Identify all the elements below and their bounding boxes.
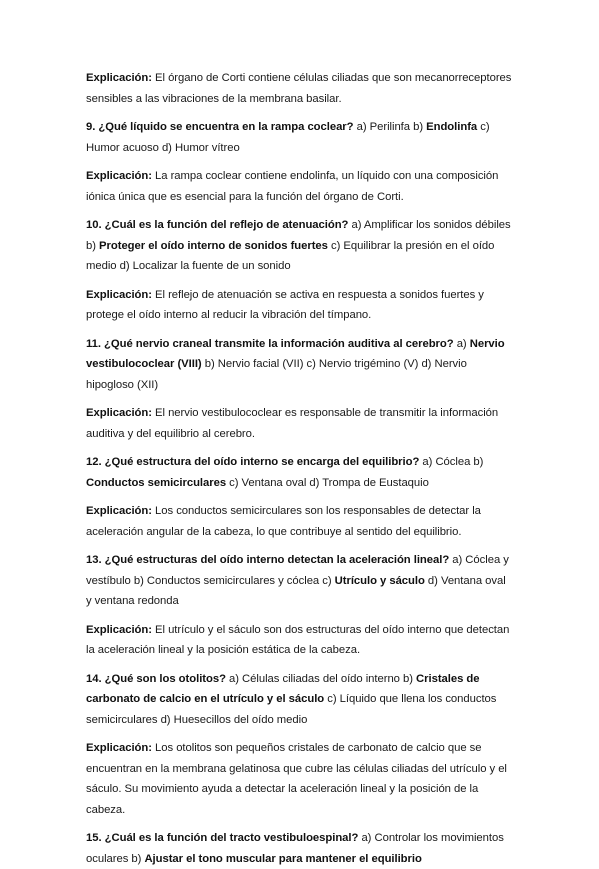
explanation-paragraph: [86, 501, 513, 542]
question-text: 12. ¿Qué estructura del oído interno se encarga del equilibrio?: [86, 456, 420, 468]
question-paragraph: [86, 117, 513, 158]
correct-answer: Proteger el oído interno de sonidos fuertes: [99, 239, 328, 252]
explanation-paragraph: [86, 68, 513, 109]
answer-options: a): [453, 337, 470, 350]
question-text: 9. ¿Qué líquido se encuentra en la rampa coclear?: [86, 121, 354, 133]
answer-options: c) Equilibrar la presión en el oído medio d) Localizar la fuente de un sonido: [86, 239, 495, 272]
explanation-text: El órgano de Corti contiene células ciliadas que son mecanorreceptores sensibles a las vibraciones de la membrana basilar.: [86, 72, 512, 105]
explanation-paragraph: [86, 620, 513, 661]
question-paragraph: [86, 669, 513, 731]
explanation-label: Explicación:: [86, 288, 152, 301]
explanation-label: Explicación:: [86, 505, 152, 517]
correct-answer: Endolinfa: [426, 121, 478, 133]
answer-options: a) Controlar los movimientos oculares b): [86, 832, 504, 865]
explanation-text: Los conductos semicirculares son los responsables de detectar la aceleración angular de la cabeza, lo que contribuye al sentido del equilibrio.: [86, 505, 481, 538]
explanation-text: El utrículo y el sáculo son dos estructuras del oído interno que detectan la aceleración lineal y la posición estática de la cabeza.: [86, 623, 510, 656]
explanation-paragraph: [86, 738, 513, 820]
correct-answer: Ajustar el tono muscular para mantener el equilibrio: [144, 852, 422, 865]
explanation-label: Explicación:: [86, 170, 152, 182]
answer-options: a) Perilinfa b): [353, 121, 427, 133]
explanation-label: Explicación:: [86, 407, 152, 419]
explanation-label: Explicación:: [86, 623, 152, 636]
answer-options: a) Células ciliadas del oído interno b): [225, 672, 417, 685]
explanation-text: El nervio vestibulococlear es responsable de transmitir la información auditiva y del equilibrio al cerebro.: [86, 407, 499, 440]
explanation-text: La rampa coclear contiene endolinfa, un líquido con una composición iónica única que es esencial para la función del órgano de Corti.: [86, 170, 499, 203]
answer-options: d) Ventana oval y ventana redonda: [86, 574, 506, 607]
explanation-label: Explicación:: [86, 742, 152, 754]
answer-options: a) Cóclea y vestíbulo b) Conductos semicirculares y cóclea c): [86, 554, 509, 587]
answer-options: c) Ventana oval d) Trompa de Eustaquio: [226, 476, 429, 489]
answer-options: c) Líquido que llena los conductos semicirculares d) Huesecillos del oído medio: [86, 693, 497, 726]
question-text: 10. ¿Cuál es la función del reflejo de atenuación?: [86, 219, 349, 231]
explanation-paragraph: [86, 403, 513, 444]
explanation-label: Explicación:: [86, 72, 152, 84]
question-paragraph: [86, 452, 513, 493]
explanation-paragraph: [86, 285, 513, 326]
question-text: 13. ¿Qué estructuras del oído interno detectan la aceleración lineal?: [86, 554, 450, 566]
correct-answer: Cristales de carbonato de calcio en el utrículo y el sáculo: [86, 672, 480, 705]
answer-options: a) Amplificar los sonidos débiles b): [86, 219, 511, 252]
question-text: 14. ¿Qué son los otolitos?: [86, 672, 226, 685]
answer-options: b) Nervio facial (VII) c) Nervio trigémino (V) d) Nervio hipogloso (XII): [86, 358, 467, 391]
explanation-text: Los otolitos son pequeños cristales de carbonato de calcio que se encuentran en la membrana gelatinosa que cubre las células ciliadas del utrículo y el sáculo. Su movimiento ayuda a detectar la aceleración lineal y la posición de la cabeza.: [86, 742, 507, 816]
correct-answer: Nervio vestibulococlear (VIII): [86, 337, 505, 370]
question-paragraph: [86, 334, 513, 396]
question-text: 11. ¿Qué nervio craneal transmite la información auditiva al cerebro?: [86, 337, 454, 350]
correct-answer: Utrículo y sáculo: [334, 574, 425, 587]
explanation-paragraph: [86, 166, 513, 207]
question-paragraph: [86, 550, 513, 612]
answer-options: a) Cóclea b): [419, 456, 484, 468]
question-paragraph: [86, 828, 513, 869]
explanation-text: El reflejo de atenuación se activa en respuesta a sonidos fuertes y protege el oído interno al reducir la vibración del tímpano.: [86, 288, 484, 321]
question-text: 15. ¿Cuál es la función del tracto vestibuloespinal?: [86, 832, 359, 844]
correct-answer: Conductos semicirculares: [86, 476, 227, 489]
answer-options: c) Humor acuoso d) Humor vítreo: [86, 121, 490, 154]
question-paragraph: [86, 215, 513, 277]
